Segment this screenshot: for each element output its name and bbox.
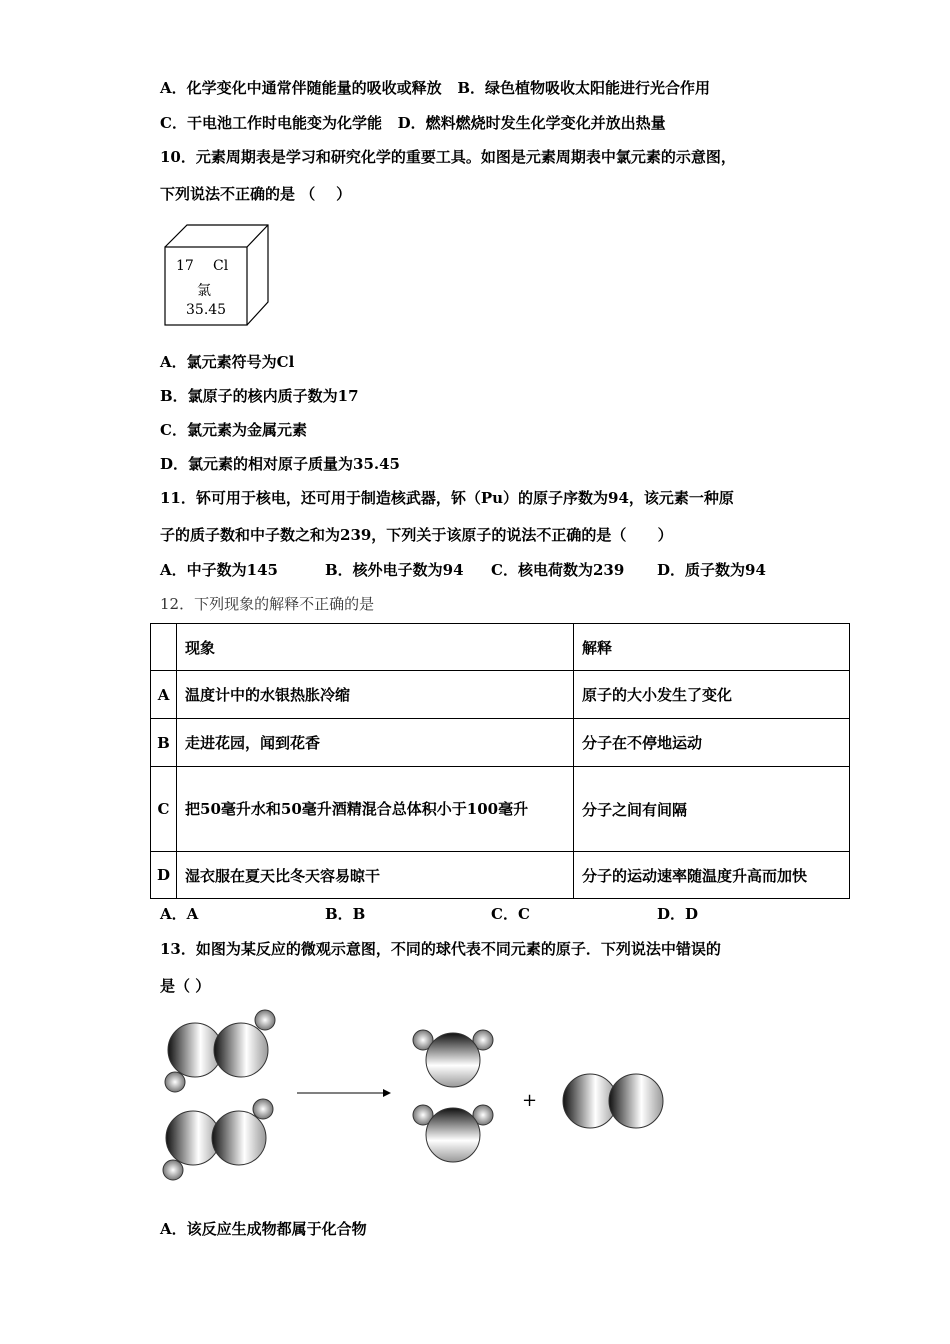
row-key: C bbox=[151, 767, 177, 852]
q11-option-a: A．中子数为145 bbox=[160, 561, 278, 579]
q11-option-d: D．质子数为94 bbox=[657, 561, 766, 579]
q12-option-c: C．C bbox=[491, 905, 530, 923]
row-explanation: 分子的运动速率随温度升高而加快 bbox=[574, 852, 850, 899]
element-mass: 35.45 bbox=[186, 302, 227, 318]
element-name: 氯 bbox=[197, 283, 211, 299]
row-explanation: 分子之间有间隔 bbox=[574, 767, 850, 852]
row-phenomenon: 把50毫升水和50毫升酒精混合总体积小于100毫升 bbox=[177, 767, 574, 852]
q11-option-b: B．核外电子数为94 bbox=[325, 561, 464, 579]
q13-stem: 13．如图为某反应的微观示意图，不同的球代表不同元素的原子．下列说法中错误的 bbox=[160, 940, 721, 958]
table-row bbox=[151, 671, 850, 719]
table-row bbox=[151, 852, 850, 899]
q10-option-b: B．氯原子的核内质子数为17 bbox=[160, 387, 359, 405]
q12-option-d: D．D bbox=[657, 905, 699, 923]
q13-stem-2: 是（ ） bbox=[160, 977, 211, 995]
q9-option-a: A．化学变化中通常伴随能量的吸收或释放 bbox=[160, 79, 442, 97]
plus-sign: + bbox=[522, 1090, 538, 1111]
q9-options-ab bbox=[160, 77, 710, 98]
q11-stem-2: 子的质子数和中子数之和为239，下列关于该原子的说法不正确的是（ ） bbox=[160, 526, 673, 544]
element-symbol: Cl bbox=[213, 258, 229, 274]
q9-option-b: B．绿色植物吸收太阳能进行光合作用 bbox=[457, 79, 710, 97]
row-phenomenon: 走进花园，闻到花香 bbox=[177, 719, 574, 767]
q10-option-a: A．氯元素符号为Cl bbox=[160, 353, 295, 371]
reaction-diagram bbox=[155, 1005, 675, 1190]
q11-stem: 11．钚可用于核电，还可用于制造核武器，钚（Pu）的原子序数为94，该元素一种原 bbox=[160, 489, 734, 507]
q12-option-a: A．A bbox=[160, 905, 199, 923]
table-header bbox=[151, 624, 850, 671]
row-phenomenon: 湿衣服在夏天比冬天容易晾干 bbox=[177, 852, 574, 899]
q12-option-b: B．B bbox=[325, 905, 366, 923]
row-key: A bbox=[151, 671, 177, 719]
element-number: 17 bbox=[176, 258, 194, 274]
q12-table bbox=[150, 623, 850, 899]
table-row bbox=[151, 719, 850, 767]
q10-option-c: C．氯元素为金属元素 bbox=[160, 421, 307, 439]
q11-option-c: C．核电荷数为239 bbox=[491, 561, 625, 579]
row-explanation: 分子在不停地运动 bbox=[574, 719, 850, 767]
q13-option-a: A．该反应生成物都属于化合物 bbox=[160, 1220, 367, 1238]
header-explanation: 解释 bbox=[574, 624, 850, 671]
row-key: B bbox=[151, 719, 177, 767]
q12-stem: 12．下列现象的解释不正确的是 bbox=[160, 595, 375, 613]
q10-stem: 10．元素周期表是学习和研究化学的重要工具。如图是元素周期表中氯元素的示意图， bbox=[160, 148, 736, 166]
row-key: D bbox=[151, 852, 177, 899]
q10-stem-2: 下列说法不正确的是 （ ） bbox=[160, 185, 352, 203]
q9-options-cd bbox=[160, 112, 666, 133]
table-row bbox=[151, 767, 850, 852]
row-phenomenon: 温度计中的水银热胀冷缩 bbox=[177, 671, 574, 719]
header-phenomenon: 现象 bbox=[177, 624, 574, 671]
q9-option-d: D．燃料燃烧时发生化学变化并放出热量 bbox=[397, 114, 666, 132]
q10-option-d: D．氯元素的相对原子质量为35.45 bbox=[160, 455, 400, 473]
row-explanation: 原子的大小发生了变化 bbox=[574, 671, 850, 719]
q9-option-c: C．干电池工作时电能变为化学能 bbox=[160, 114, 382, 132]
